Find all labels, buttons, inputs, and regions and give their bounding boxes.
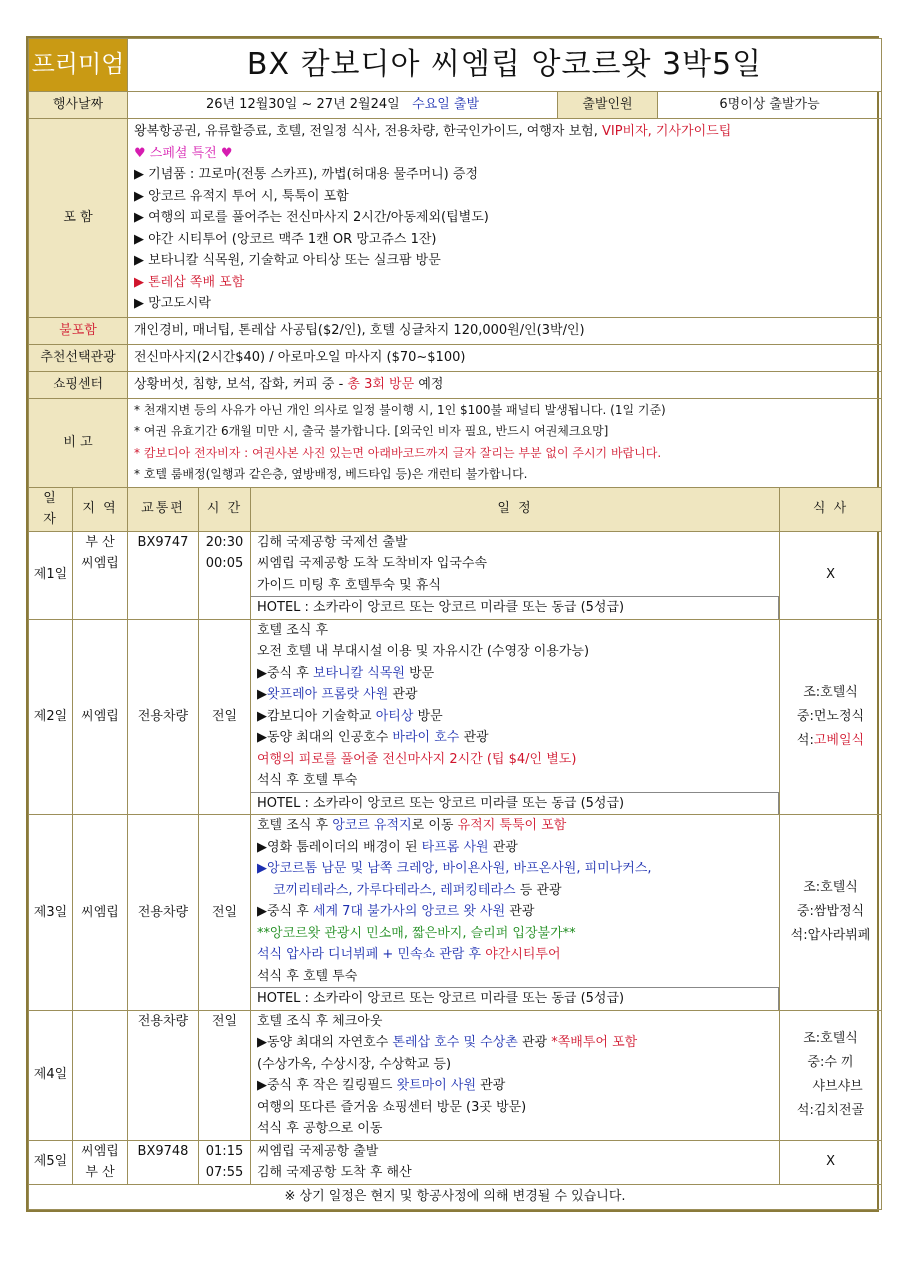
- col-time: 시 간: [199, 487, 251, 531]
- col-region: 지 역: [73, 487, 128, 531]
- plan-line: ▶중식 후 보타니칼 식목원 방문: [257, 665, 435, 681]
- plan-line: **앙코르왓 관광시 민소매, 짧은바지, 슬리퍼 입장불가**: [257, 925, 576, 941]
- hotel-line: HOTEL : 소카라이 앙코르 또는 앙코르 미라클 또는 동급 (5성급): [251, 792, 779, 815]
- plan-line: 여행의 또다른 즐거움 쇼핑센터 방문 (3곳 방문): [257, 1099, 527, 1115]
- day-meal: X: [780, 531, 882, 619]
- day-meal: 조:호텔식 중:쌈밥정식 석:압사라뷔페: [780, 815, 882, 1011]
- remark-line: * 여권 유효기간 6개월 미만 시, 출국 불가합니다. [외국인 비자 필요, 반드시 여권체크요망]: [134, 424, 609, 438]
- page-title: BX 캄보디아 씨엠립 앙코르왓 3박5일: [128, 39, 882, 92]
- hotel-line: HOTEL : 소카라이 앙코르 또는 앙코르 미라클 또는 동급 (5성급): [251, 596, 779, 619]
- include-row: [29, 119, 882, 318]
- day-meal: 조:호텔식 중:먼노정식 석:고베일식: [780, 619, 882, 815]
- shopping-value: 상황버섯, 침향, 보석, 잡화, 커피 중 - 총 3회 방문 예정: [128, 371, 882, 398]
- plan-line: 씨엠립 국제공항 도착 도착비자 입국수속: [257, 556, 488, 571]
- day-transport: 전용차량: [128, 815, 199, 1011]
- day-5-row: [29, 1140, 882, 1184]
- include-line-1: 왕복항공권, 유류할증료, 호텔, 전일정 식사, 전용차량, 한국인가이드, 여행자 보험, VIP비자, 기사가이드팁: [134, 124, 732, 139]
- day-time: 전일: [199, 815, 251, 1011]
- plan-line: 코끼리테라스, 가루다테라스, 레퍼킹테라스 등 관광: [273, 882, 562, 898]
- day-region: [73, 1010, 128, 1140]
- date-row: [29, 92, 882, 119]
- include-item: ▶ 앙코르 유적지 투어 시, 툭툭이 포함: [134, 188, 349, 204]
- plan-line: 김해 국제공항 도착 후 해산: [257, 1165, 412, 1180]
- plan-line: 호텔 조식 후 체크아웃: [257, 1013, 383, 1029]
- shopping-row: [29, 371, 882, 398]
- day-region: 씨엠립: [73, 619, 128, 815]
- premium-badge: 프리미엄: [29, 39, 128, 92]
- day-label: 제3일: [29, 815, 73, 1011]
- include-item: ▶ 여행의 피로를 풀어주는 전신마사지 2시간/아동제외(팁별도): [134, 210, 489, 225]
- shopping-label: 쇼핑센터: [29, 371, 128, 398]
- remark-line: * 캄보디아 전자비자 : 여권사본 사진 있는면 아래바코드까지 글자 잘리는 부분 없이 주시기 바랍니다.: [134, 445, 662, 460]
- day-region: 씨엠립: [73, 815, 128, 1011]
- col-day: 일 자: [29, 487, 73, 531]
- col-transport: 교통편: [128, 487, 199, 531]
- plan-line: ▶중식 후 작은 킬링필드 왓트마이 사원 관광: [257, 1078, 506, 1093]
- plan-line: ▶중식 후 세계 7대 불가사의 앙코르 왓 사원 관광: [257, 904, 535, 919]
- day-plan: [251, 531, 780, 619]
- plan-line: 여행의 피로를 풀어줄 전신마사지 2시간 (팁 $4/인 별도): [257, 751, 577, 767]
- plan-line: (수상가옥, 수상시장, 수상학교 등): [257, 1056, 452, 1072]
- remarks-content: [128, 398, 882, 487]
- col-plan: 일 정: [251, 487, 780, 531]
- day-plan: [251, 619, 780, 815]
- plan-line: 오전 호텔 내 부대시설 이용 및 자유시간 (수영장 이용가능): [257, 644, 590, 659]
- day-plan: [251, 1140, 780, 1184]
- plan-line: 호텔 조식 후 앙코르 유적지로 이동 유적지 툭툭이 포함: [257, 818, 567, 833]
- exclude-label: 불포함: [29, 317, 128, 344]
- plan-line: ▶동양 최대의 자연호수 톤레삽 호수 및 수상촌 관광 *쪽배투어 포함: [257, 1035, 638, 1050]
- remark-line: * 호텔 룸배정(일행과 같은층, 옆방배정, 베드타입 등)은 개런티 불가합니다.: [134, 467, 528, 481]
- day-time: 01:15 07:55: [199, 1140, 251, 1184]
- day-label: 제4일: [29, 1010, 73, 1140]
- day-transport: 전용차량: [128, 1010, 199, 1140]
- day-transport: BX9748: [128, 1140, 199, 1184]
- plan-line: ▶왓프레아 프롬랏 사원 관광: [257, 687, 418, 702]
- exclude-row: [29, 317, 882, 344]
- plan-line: ▶영화 툼레이더의 배경이 된 타프롬 사원 관광: [257, 839, 518, 855]
- plan-line: 호텔 조식 후: [257, 622, 329, 638]
- special-benefit: ♥ 스페셜 특전 ♥: [134, 145, 233, 161]
- day-time: 전일: [199, 1010, 251, 1140]
- people-label: 출발인원: [558, 92, 658, 119]
- plan-line: ▶앙코르톰 남문 및 남쪽 크레앙, 바이욘사원, 바프온사원, 피미나커스,: [257, 861, 652, 876]
- day-meal: 조:호텔식 중:수 끼 샤브샤브 석:김치전골: [780, 1010, 882, 1140]
- plan-line: 석식 압사라 디너뷔페 + 민속쇼 관람 후 야간시티투어: [257, 947, 561, 962]
- date-label: 행사날짜: [29, 92, 128, 119]
- include-label: 포 함: [29, 119, 128, 318]
- day-transport: BX9747: [128, 531, 199, 619]
- plan-line: ▶동양 최대의 인공호수 바라이 호수 관광: [257, 730, 489, 745]
- day-2-row: [29, 619, 882, 815]
- day-4-row: [29, 1010, 882, 1140]
- day-label: 제5일: [29, 1140, 73, 1184]
- depart-day: 수요일 출발: [412, 97, 480, 113]
- optional-row: [29, 344, 882, 371]
- include-content: [128, 119, 882, 318]
- day-plan: [251, 1010, 780, 1140]
- footer-row: [29, 1184, 882, 1209]
- day-time: 전일: [199, 619, 251, 815]
- day-time: 20:30 00:05: [199, 531, 251, 619]
- day-region: 씨엠립 부 산: [73, 1140, 128, 1184]
- day-meal: X: [780, 1140, 882, 1184]
- day-plan: [251, 815, 780, 1011]
- day-label: 제2일: [29, 619, 73, 815]
- itinerary-document: [26, 36, 879, 1212]
- day-transport: 전용차량: [128, 619, 199, 815]
- remark-line: * 천재지변 등의 사유가 아닌 개인 의사로 일정 불이행 시, 1인 $100불 패널티 발생됩니다. (1일 기준): [134, 402, 666, 417]
- remarks-label: 비 고: [29, 398, 128, 487]
- plan-line: 가이드 미팅 후 호텔투숙 및 휴식: [257, 577, 441, 593]
- optional-value: 전신마사지(2시간$40) / 아로마오일 마사지 ($70~$100): [128, 344, 882, 371]
- day-label: 제1일: [29, 531, 73, 619]
- include-item: ▶ 망고도시락: [134, 296, 211, 311]
- plan-line: 석식 후 호텔 투숙: [257, 773, 358, 788]
- people-value: 6명이상 출발가능: [658, 92, 882, 119]
- footer-note: ※ 상기 일정은 현지 및 항공사정에 의해 변경될 수 있습니다.: [29, 1184, 882, 1209]
- remarks-row: [29, 398, 882, 487]
- exclude-value: 개인경비, 매너팁, 톤레삽 사공팁($2/인), 호텔 싱글차지 120,000원/인(3박/인): [128, 317, 882, 344]
- title-row: [29, 39, 882, 92]
- include-item: ▶ 야간 시티투어 (앙코르 맥주 1캔 OR 망고쥬스 1잔): [134, 231, 437, 247]
- include-item: ▶ 톤레삽 쪽배 포함: [134, 274, 245, 290]
- day-1-row: [29, 531, 882, 619]
- include-item: ▶ 기념품 : 끄로마(전통 스카프), 까볍(허대용 물주머니) 증정: [134, 167, 478, 182]
- plan-line: 씨엠립 국제공항 출발: [257, 1143, 379, 1159]
- plan-line: 석식 후 공항으로 이동: [257, 1121, 383, 1136]
- plan-line: 석식 후 호텔 투숙: [257, 968, 358, 984]
- col-meal: 식 사: [780, 487, 882, 531]
- day-region: 부 산 씨엠립: [73, 531, 128, 619]
- date-value: [128, 92, 558, 119]
- day-3-row: [29, 815, 882, 1011]
- schedule-header: [29, 487, 882, 531]
- optional-label: 추천선택관광: [29, 344, 128, 371]
- plan-line: ▶캄보디아 기술학교 아티상 방문: [257, 708, 443, 724]
- date-range: 26년 12월30일 ~ 27년 2월24일: [205, 97, 400, 113]
- include-item: ▶ 보타니칼 식목원, 기술학교 아티상 또는 실크팜 방문: [134, 253, 441, 268]
- itinerary-table: [28, 38, 882, 1210]
- plan-line: 김해 국제공항 국제선 출발: [257, 534, 408, 550]
- hotel-line: HOTEL : 소카라이 앙코르 또는 앙코르 미라클 또는 동급 (5성급): [251, 987, 779, 1010]
